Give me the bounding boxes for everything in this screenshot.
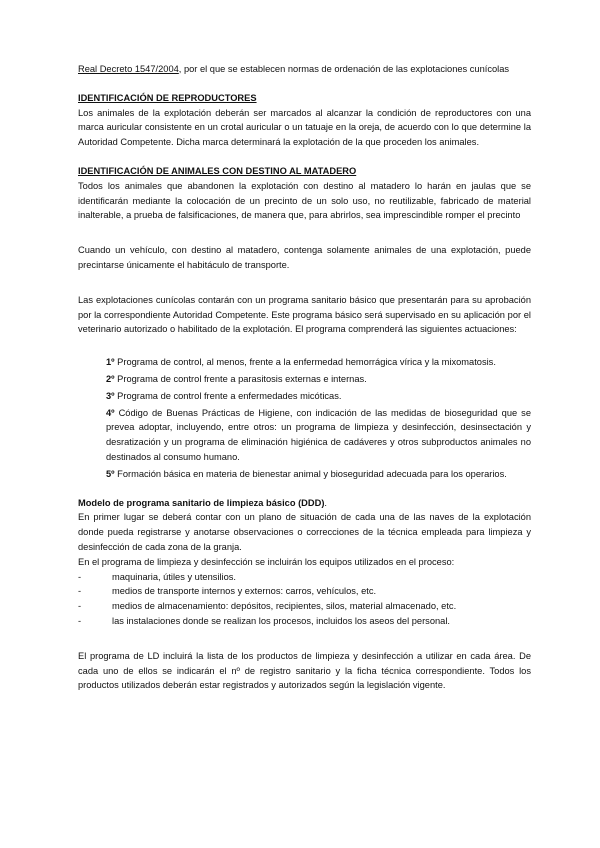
- item-number: 3º: [106, 390, 115, 401]
- item-text: Programa de control, al menos, frente a la enfermedad hemorrágica vírica y la mixomatosis.: [114, 357, 496, 368]
- list-item: - las instalaciones donde se realizan los procesos, incluidos los aseos del personal.: [78, 614, 531, 629]
- paragraph-reproductores: Los animales de la explotación deberán ser marcados al alcanzar la condición de reproductores con una marca auricular consistente en un crotal auricular o un tatuaje en la oreja, de acuerdo con lo que determine la Autoridad Competente. Dicha marca determinará la explotación de la que proceden los animales.: [78, 107, 531, 148]
- document-page: [78, 62, 531, 693]
- ddd-heading-suffix: .: [324, 497, 328, 508]
- intro-paragraph: [78, 62, 531, 77]
- list-item: [106, 389, 531, 404]
- item-text: Programa de control frente a parasitosis externas e internas.: [114, 373, 367, 384]
- list-item: [106, 406, 531, 465]
- list-item: [106, 372, 531, 387]
- decree-reference: Real Decreto 1547/2004: [78, 64, 179, 74]
- item-number: 2º: [106, 373, 115, 384]
- ddd-heading-text: Modelo de programa sanitario de limpieza básico (DDD): [78, 497, 325, 508]
- paragraph-programa: Las explotaciones cunícolas contarán con un programa sanitario básico que presentarán para su aprobación por la correspondiente Autoridad Competente. Este programa básico será supervisado en su aplicación por el veterinario autorizado o habilitado de la explotación. El programa comprenderá las siguientes actuaciones:: [78, 294, 531, 335]
- programa-actuaciones-list: [78, 355, 531, 481]
- item-text: Código de Buenas Prácticas de Higiene, con indicación de las medidas de bioseguridad que se prevea adoptar, incluyendo, entre otros: un programa de limpieza y desinfección, desinsectación y desratización y un programa de eliminación higiénica de cadáveres y otros subproductos animales no destinados al consumo humano.: [106, 407, 531, 462]
- equipos-list: [78, 570, 531, 629]
- item-text: Programa de control frente a enfermedades micóticas.: [114, 390, 342, 401]
- item-text: Formación básica en materia de bienestar animal y bioseguridad adecuada para los operarios.: [114, 468, 507, 479]
- item-number: 4º: [106, 407, 115, 418]
- paragraph-closing: El programa de LD incluirá la lista de los productos de limpieza y desinfección a utilizar en cada área. De cada uno de ellos se indicarán el nº de registro sanitario y la ficha técnica correspondiente. Todos los productos utilizados deberán estar registrados y autorizados según la legislación vigente.: [78, 650, 531, 691]
- intro-text: , por el que se establecen normas de ordenación de las explotaciones cunícolas: [178, 64, 510, 74]
- list-item: [106, 355, 531, 370]
- heading-ddd: [78, 496, 531, 511]
- paragraph-ddd-2: En el programa de limpieza y desinfección se incluirán los equipos utilizados en el proceso:: [78, 556, 455, 567]
- list-item: - medios de almacenamiento: depósitos, recipientes, silos, material almacenado, etc.: [78, 599, 531, 614]
- heading-reproductores: IDENTIFICACIÓN DE REPRODUCTORES: [78, 92, 257, 103]
- paragraph-matadero-1: Todos los animales que abandonen la explotación con destino al matadero lo harán en jaulas que se identificarán mediante la colocación de un precinto de un solo uso, no reutilizable, fabricado de material inalterable, a prueba de falsificaciones, de manera que, para abrirlos, sea imprescindible romper el precinto: [78, 180, 531, 221]
- item-number: 1º: [106, 357, 115, 368]
- paragraph-matadero-2: Cuando un vehículo, con destino al matadero, contenga solamente animales de una explotación, puede precintarse únicamente el habitáculo de transporte.: [78, 245, 531, 270]
- paragraph-ddd-1: En primer lugar se deberá contar con un plano de situación de cada una de las naves de la explotación donde pueda registrarse y anotarse observaciones o correcciones de la técnica empleada para limpieza y desinfección de cada zona de la granja.: [78, 512, 531, 552]
- list-item: - medios de transporte internos y externos: carros, vehículos, etc.: [78, 584, 531, 599]
- heading-matadero: IDENTIFICACIÓN DE ANIMALES CON DESTINO AL MATADERO: [78, 165, 357, 176]
- list-item: [106, 467, 531, 482]
- list-item: - maquinaria, útiles y utensilios.: [78, 570, 531, 585]
- item-number: 5º: [106, 468, 115, 479]
